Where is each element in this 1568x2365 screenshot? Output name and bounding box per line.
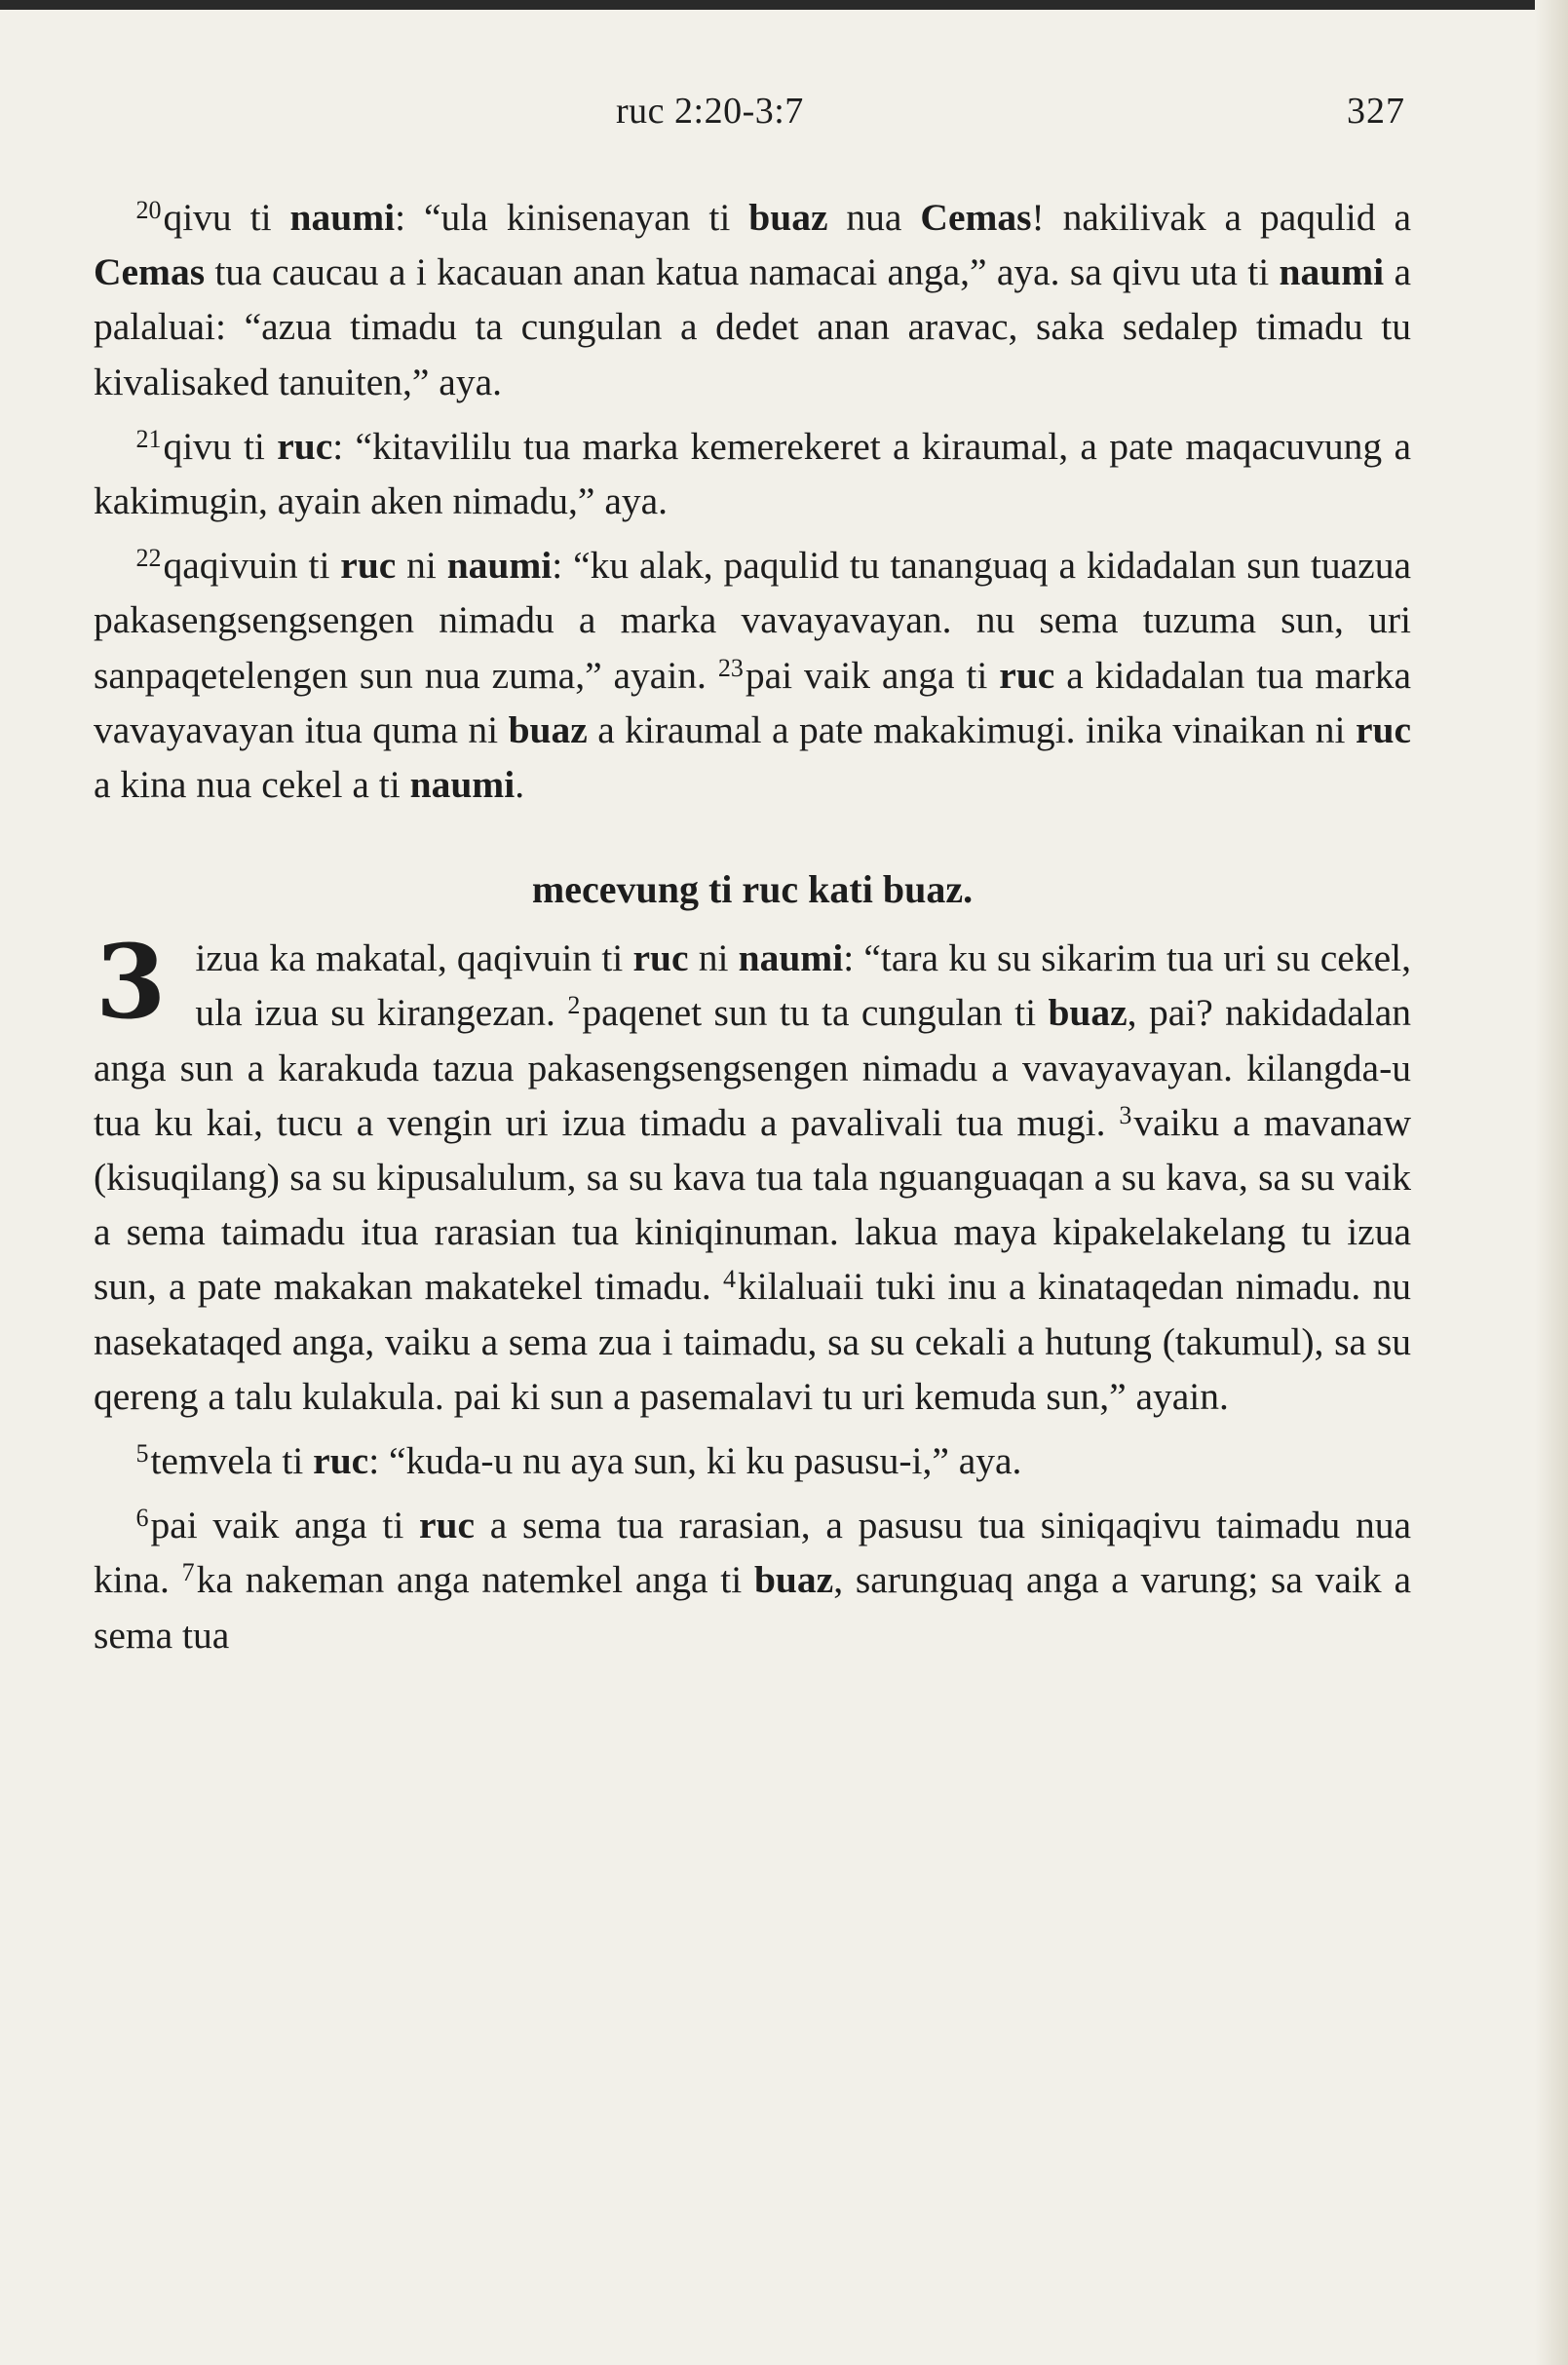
verse-number: 22 xyxy=(135,544,162,573)
verse-number: 21 xyxy=(135,424,162,453)
chapter-number: 3 xyxy=(96,922,167,1043)
page-edge-shadow xyxy=(1535,0,1568,2365)
page-body xyxy=(94,190,1411,1662)
section-heading: mecevung ti ruc kati buaz. xyxy=(531,867,974,912)
verse-number: 3 xyxy=(1119,1100,1132,1129)
verse-2-20: $^{20}$qivu ti naumi: “ula kinisenayan ti buaz nua Cemas! nakilivak a paqulid a Cemas tua caucau a i kacauan anan katua namacai anga,” aya. sa qivu uta ti naumi a palaluai: “azua timadu ta cungulan a dedet anan aravac, saka sedalep timadu tu kivalisaked tanuiten,” aya. xyxy=(94,196,1411,403)
verse-number: 23 xyxy=(717,653,744,682)
verse-2-22: $^{22}$qaqivuin ti ruc ni naumi: “ku alak, paqulid tu tananguaq a kidadalan sun tuazua pakasengsengsengen nimadu a marka vavayavayan. nu sema tuzuma sun, uri sanpaqetelengen sun nua zuma,” ayain. $^{23}$pai vaik anga ti ruc a kidadalan tua marka vavayavayan itua quma ni buaz a kiraumal a pate makakimugi. inika vinaikan ni ruc a kina nua cekel a ti naumi. xyxy=(94,544,1412,807)
chapter-3-opening: 3 izua ka makatal, qaqivuin ti ruc ni naumi: “tara ku su sikarim tua uri su cekel, ula izua su kirangezan. $^2$paqenet sun tu ta cungulan ti buaz, pai? nakidadalan anga sun a karakuda tazua pakasengsengsengen nimadu a vavayavayan. kilangda-u tua ku kai, tucu a vengin uri izua timadu a pavalivali tua mugi. $^3$vaiku a mavanaw (kisuqilang) sa su kipusalulum, sa su kava tua tala nguanguaqan a su kava, sa su vaik a sema taimadu itua rarasian tua kiniqinuman. lakua maya kipakelakelang tu izua sun, a pate makakan makatekel timadu. $^4$kilaluaii tuki inu a kinataqedan nimadu. nu nasekataqed anga, vaiku a sema zua i taimadu, sa su cekali a hutung (takumul), sa su qereng a talu kulakula. pai ki sun a pasemalavi tu uri kemuda sun,” ayain. xyxy=(94,922,1411,1418)
page-number: 327 xyxy=(1347,91,1405,132)
scan-top-border xyxy=(0,0,1568,10)
verse-3-6: $^6$pai vaik anga ti ruc a sema tua rarasian, a pasusu tua siniqaqivu taimadu nua kina. $^7$ka nakeman anga natemkel anga ti buaz, sarunguaq anga a varung; sa vaik a sema tua xyxy=(94,1504,1411,1657)
verse-3-5: $^5$temvela ti ruc: “kuda-u nu aya sun, ki ku pasusu-i,” aya. xyxy=(135,1439,1022,1483)
running-head: ruc 2:20-3:7 xyxy=(616,91,804,132)
verse-number: 4 xyxy=(722,1265,736,1294)
verse-number: 6 xyxy=(135,1504,149,1533)
verse-2-21: $^{21}$qivu ti ruc: “kitavililu tua marka kemerekeret a kiraumal, a pate maqacuvung a kakimugin, ayain aken nimadu,” aya. xyxy=(94,424,1411,523)
verse-number: 7 xyxy=(181,1558,195,1587)
verse-number: 2 xyxy=(567,991,581,1020)
verse-number: 5 xyxy=(135,1439,149,1469)
page-header xyxy=(0,90,1568,138)
verse-number: 20 xyxy=(135,196,162,224)
